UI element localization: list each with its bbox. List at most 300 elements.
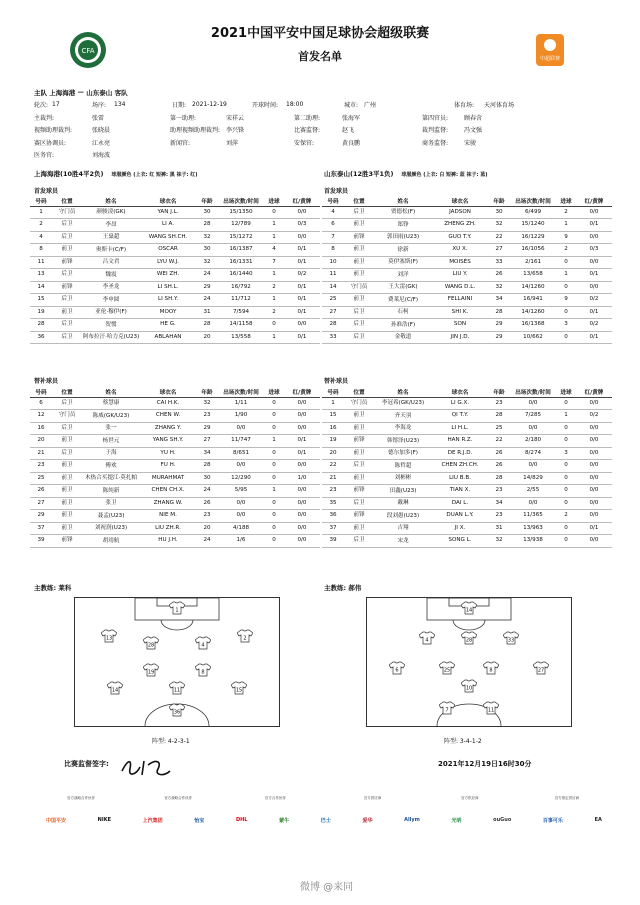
away-team-record: (12胜3平1负) (350, 170, 394, 178)
table-cell: 0/1 (284, 294, 320, 307)
table-cell: 0/1 (284, 306, 320, 319)
table-cell: CHEN ZH.CH. (432, 460, 488, 473)
table-cell: 后卫 (344, 460, 374, 473)
table-cell: 0/0 (284, 231, 320, 244)
table-cell: 0/0 (284, 397, 320, 410)
table-cell: 9 (556, 294, 576, 307)
table-cell: 32 (196, 256, 218, 269)
fourth-value: 顾春含 (464, 114, 483, 122)
table-cell: 吕文君 (82, 256, 140, 269)
player-jersey-icon (483, 661, 499, 675)
table-cell: 后卫 (344, 535, 374, 548)
table-cell: 2/180 (510, 435, 556, 448)
table-cell: 2/55 (510, 485, 556, 498)
svg-text:25: 25 (443, 667, 451, 674)
svg-text:10: 10 (465, 685, 473, 692)
sponsor-heading: 官方指定供应商 (554, 796, 580, 800)
table-row (30, 472, 320, 485)
referee-value: 张雷 (92, 114, 105, 122)
table-cell: 0 (264, 397, 284, 410)
table-row (322, 206, 612, 219)
home-starters-heading: 首发球员 (34, 188, 59, 195)
table-cell: 0 (264, 497, 284, 510)
table-cell: 0/0 (284, 422, 320, 435)
table-cell: 0/0 (576, 460, 612, 473)
table-cell: JI X. (432, 522, 488, 535)
table-row (322, 447, 612, 460)
table-cell: MURAHMAT (140, 472, 196, 485)
table-cell: 31 (488, 522, 510, 535)
table-cell: 0 (556, 435, 576, 448)
column-header: 号码 (30, 388, 52, 397)
table-cell: 7/594 (218, 306, 264, 319)
player-jersey-icon (169, 703, 185, 717)
table-cell: 齐天羽 (374, 410, 432, 423)
table-cell: 32 (196, 231, 218, 244)
table-cell: 0/2 (576, 294, 612, 307)
stadium-label: 体育场: (454, 102, 475, 110)
table-row (322, 435, 612, 448)
table-cell: 戴琳 (374, 497, 432, 510)
table-cell: 0 (264, 535, 284, 548)
table-cell: 0/1 (284, 435, 320, 448)
table-cell: 29 (30, 510, 52, 523)
table-cell: 0/3 (576, 244, 612, 257)
away-formation-pitch (366, 597, 572, 727)
column-header: 红/黄牌 (576, 197, 612, 206)
table-cell: 39 (322, 535, 344, 548)
table-cell: 前卫 (344, 219, 374, 232)
sponsor-logo: 怡宝 (194, 817, 205, 824)
table-cell: 0/0 (510, 497, 556, 510)
sponsor-logo: 爱华 (362, 817, 373, 824)
table-cell: 16/1440 (218, 269, 264, 282)
table-cell: 24 (196, 485, 218, 498)
table-cell: 0/1 (284, 331, 320, 344)
table-cell: 23 (488, 485, 510, 498)
table-cell: 0/2 (576, 410, 612, 423)
table-cell: 前锋 (344, 435, 374, 448)
table-cell: 30 (196, 472, 218, 485)
table-cell: 30 (488, 206, 510, 219)
table-cell: 0/1 (284, 244, 320, 257)
security-label: 安保官: (294, 139, 315, 147)
table-cell: 0/1 (576, 306, 612, 319)
table-cell: 32 (488, 281, 510, 294)
table-cell: 0/0 (284, 410, 320, 423)
table-cell: 孙准浩(F) (374, 319, 432, 332)
table-row (322, 306, 612, 319)
table-row (30, 422, 320, 435)
table-cell: 0/0 (576, 281, 612, 294)
table-cell: LI H.L. (432, 422, 488, 435)
table-row (30, 331, 320, 344)
column-header: 出场次数/时间 (218, 197, 264, 206)
table-cell: 0/0 (576, 485, 612, 498)
table-cell: FU H. (140, 460, 196, 473)
table-cell: 李昂 (82, 219, 140, 232)
table-row (30, 410, 320, 423)
table-cell: 0/3 (284, 219, 320, 232)
table-cell: 11 (322, 269, 344, 282)
table-cell: 后卫 (52, 219, 82, 232)
table-cell: LI G.X. (432, 397, 488, 410)
table-row (322, 522, 612, 535)
table-cell: 24 (196, 294, 218, 307)
player-jersey-icon (483, 701, 499, 715)
table-cell: 0/1 (576, 269, 612, 282)
table-cell: SHI K. (432, 306, 488, 319)
table-cell: 28 (488, 472, 510, 485)
table-cell: 12 (30, 410, 52, 423)
table-row (30, 231, 320, 244)
avar-value: 李兴锋 (226, 127, 245, 135)
table-cell: 16/1368 (510, 319, 556, 332)
table-cell: SONG L. (432, 535, 488, 548)
player-jersey-icon (169, 601, 185, 615)
table-cell: 13/938 (510, 535, 556, 548)
table-cell: 11/747 (218, 435, 264, 448)
table-cell: LYU W.J. (140, 256, 196, 269)
medical-value: 刘海波 (92, 152, 111, 160)
sponsor-logo: 中国平安 (46, 817, 67, 824)
away-formation-label: 阵型: 3-4-1-2 (444, 738, 482, 745)
table-row (322, 510, 612, 523)
table-cell: 26 (196, 497, 218, 510)
table-cell: 7/285 (510, 410, 556, 423)
table-cell: 0/0 (284, 319, 320, 332)
table-cell: 14/829 (510, 472, 556, 485)
table-cell: 木热合买提江·莫扎帕 (82, 472, 140, 485)
table-cell: 0/0 (284, 497, 320, 510)
column-header: 号码 (322, 197, 344, 206)
column-header: 位置 (344, 388, 374, 397)
vs-separator: — (77, 88, 85, 97)
table-cell: 前卫 (52, 472, 82, 485)
table-row (30, 244, 320, 257)
table-cell: 后卫 (52, 319, 82, 332)
table-cell: YANG SH.Y. (140, 435, 196, 448)
table-cell: 28 (322, 319, 344, 332)
page-subtitle: 首发名单 (298, 50, 342, 63)
page-title: 2021中国平安中国足球协会超级联赛 (210, 26, 430, 41)
table-row (322, 219, 612, 232)
table-cell: 0 (264, 510, 284, 523)
table-cell: 12/290 (218, 472, 264, 485)
table-cell: 19 (30, 306, 52, 319)
table-row (30, 435, 320, 448)
table-cell: 蔡慧康 (82, 397, 140, 410)
home-team-header (34, 169, 198, 178)
svg-text:36: 36 (173, 709, 181, 716)
table-cell: CHEN W. (140, 410, 196, 423)
table-row (30, 256, 320, 269)
table-cell: MOISÉS (432, 256, 488, 269)
table-cell: 15/1272 (218, 231, 264, 244)
svg-text:27: 27 (537, 667, 545, 674)
table-cell: 1 (322, 397, 344, 410)
weibo-watermark: 微博 @来同 (300, 882, 354, 893)
table-cell: HU J.H. (140, 535, 196, 548)
table-cell: 24 (196, 535, 218, 548)
table-cell: 24 (196, 269, 218, 282)
table-cell: 2 (556, 510, 576, 523)
round-label: 轮次: (34, 102, 49, 110)
ar2-value: 张海军 (342, 114, 361, 122)
venue-coord-label: 赛区协调员: (34, 139, 67, 147)
sponsor-heading: 官方供应商 (363, 796, 382, 800)
table-cell: 守门员 (344, 281, 374, 294)
away-subs-table (322, 388, 612, 548)
table-cell: 16/941 (510, 294, 556, 307)
svg-text:11: 11 (487, 707, 495, 714)
column-header: 球衣名 (140, 197, 196, 206)
table-cell: 14 (322, 281, 344, 294)
table-cell: 前卫 (344, 522, 374, 535)
table-cell: 前卫 (52, 460, 82, 473)
column-header: 年龄 (196, 388, 218, 397)
city-value: 广州 (364, 102, 377, 110)
table-cell: 4 (30, 231, 52, 244)
player-jersey-icon (389, 661, 405, 675)
table-cell: 后卫 (344, 206, 374, 219)
table-cell: 0 (556, 281, 576, 294)
table-cell: 27 (322, 306, 344, 319)
svg-text:7: 7 (445, 707, 449, 714)
fourth-label: 第四官员: (422, 114, 449, 122)
column-header: 进球 (264, 388, 284, 397)
table-cell: 7 (322, 231, 344, 244)
table-cell: 20 (30, 435, 52, 448)
away-coach-name: 郝伟 (348, 584, 362, 592)
table-row (30, 447, 320, 460)
ar1-value: 宋祥云 (226, 114, 245, 122)
table-cell: 陈威(GK/U23) (82, 410, 140, 423)
table-cell: 8 (322, 244, 344, 257)
table-row (322, 497, 612, 510)
table-cell: 0/0 (576, 435, 612, 448)
table-cell: 13/963 (510, 522, 556, 535)
table-cell: 10 (322, 256, 344, 269)
table-cell: LI A. (140, 219, 196, 232)
table-cell: CHEN CH.X. (140, 485, 196, 498)
signature-label: 比赛监督签字: (64, 760, 109, 768)
supervisor-signature (118, 755, 178, 781)
table-cell: 吉翔 (374, 522, 432, 535)
table-cell: 28 (488, 306, 510, 319)
table-cell: 前锋 (52, 535, 82, 548)
table-cell: HAN R.Z. (432, 435, 488, 448)
table-cell: 0/0 (284, 522, 320, 535)
table-cell: 0/0 (284, 535, 320, 548)
column-header: 年龄 (488, 388, 510, 397)
table-row (30, 306, 320, 319)
table-cell: SON (432, 319, 488, 332)
table-cell: 前卫 (344, 256, 374, 269)
table-cell: 19 (322, 435, 344, 448)
city-label: 城市: (344, 102, 359, 110)
table-cell: 2/161 (510, 256, 556, 269)
table-cell: 26 (488, 269, 510, 282)
sponsor-logo: NIKE (97, 817, 111, 823)
table-cell: 26 (488, 460, 510, 473)
table-cell: 2 (264, 281, 284, 294)
column-header: 位置 (344, 197, 374, 206)
table-cell: 11/712 (218, 294, 264, 307)
table-cell: TIAN X. (432, 485, 488, 498)
table-cell: 11 (30, 256, 52, 269)
table-cell: 37 (30, 522, 52, 535)
table-cell: 20 (196, 331, 218, 344)
table-cell: 李海龙 (374, 422, 432, 435)
table-cell: 23 (196, 510, 218, 523)
venue-coord-value: 江永亮 (92, 139, 111, 147)
svg-text:8: 8 (489, 667, 493, 674)
table-cell: 守门员 (52, 410, 82, 423)
table-row (30, 497, 320, 510)
table-cell: 王燊超 (82, 231, 140, 244)
table-cell: 7 (264, 256, 284, 269)
table-cell: OSCAR (140, 244, 196, 257)
away-coach (324, 583, 361, 592)
table-cell: 33 (322, 331, 344, 344)
table-cell: 22 (322, 460, 344, 473)
table-cell: 39 (30, 535, 52, 548)
table-cell: 16/1056 (510, 244, 556, 257)
table-cell: 1 (264, 231, 284, 244)
table-cell: 守门员 (52, 206, 82, 219)
home-subs-table (30, 388, 320, 548)
table-cell: 0 (264, 522, 284, 535)
table-cell: 14 (30, 281, 52, 294)
table-row (322, 422, 612, 435)
table-cell: 27 (488, 244, 510, 257)
table-cell: 守门员 (344, 397, 374, 410)
svg-text:中超联赛: 中超联赛 (539, 56, 561, 62)
away-kit-colors: 球服颜色 (上衣: 白 短裤: 蓝 袜子: 蓝) (401, 172, 488, 178)
table-cell: 阿布拉汗·哈力克(U23) (82, 331, 140, 344)
table-cell: 25 (30, 472, 52, 485)
table-cell: LIU Y. (432, 269, 488, 282)
table-cell: 0/0 (576, 497, 612, 510)
table-cell: 13 (30, 269, 52, 282)
player-jersey-icon (143, 636, 159, 650)
table-cell: 0 (556, 306, 576, 319)
table-cell: 前锋 (344, 231, 374, 244)
away-coach-label: 主教练: (324, 584, 347, 592)
table-cell: 6/499 (510, 206, 556, 219)
table-cell: 颜骏凌(GK) (82, 206, 140, 219)
player-jersey-icon (107, 681, 123, 695)
home-team-record: (10胜4平2负) (60, 170, 104, 178)
player-jersey-icon (195, 663, 211, 677)
table-cell: 32 (488, 535, 510, 548)
table-cell: 后卫 (52, 397, 82, 410)
sponsor-headings (46, 796, 602, 801)
table-cell: 金敬道 (374, 331, 432, 344)
table-cell: 15/1350 (218, 206, 264, 219)
table-cell: 2 (556, 206, 576, 219)
table-cell: 前锋 (52, 281, 82, 294)
svg-text:28: 28 (465, 637, 473, 644)
table-cell: 0/1 (284, 256, 320, 269)
table-row (322, 397, 612, 410)
table-cell: 34 (196, 447, 218, 460)
table-cell: 8 (30, 244, 52, 257)
table-row (30, 522, 320, 535)
table-cell: 1 (264, 269, 284, 282)
table-cell: 1 (264, 294, 284, 307)
supervisor-value: 赵飞 (342, 127, 355, 135)
home-team-name: 上海海港 (34, 170, 60, 178)
table-cell: 1/90 (218, 410, 264, 423)
away-team-header (324, 169, 488, 178)
table-cell: 29 (196, 281, 218, 294)
table-cell: 0 (264, 319, 284, 332)
svg-text:8: 8 (201, 669, 205, 676)
svg-text:CFA: CFA (81, 47, 95, 55)
match-value: 134 (114, 101, 126, 109)
svg-text:15: 15 (235, 687, 243, 694)
column-header: 球衣名 (432, 388, 488, 397)
table-cell: 前卫 (344, 447, 374, 460)
table-cell: 28 (196, 460, 218, 473)
table-cell: 后卫 (52, 269, 82, 282)
table-cell: 29 (196, 422, 218, 435)
sponsor-logos (46, 806, 602, 834)
player-jersey-icon (461, 679, 477, 693)
table-cell: 杨世元 (82, 435, 140, 448)
table-cell: 0 (264, 472, 284, 485)
medical-label: 医务官: (34, 152, 55, 160)
table-cell: 25 (322, 294, 344, 307)
table-cell: 14/1260 (510, 281, 556, 294)
column-header: 号码 (30, 197, 52, 206)
table-cell: 0/0 (576, 422, 612, 435)
table-cell: QI T.Y. (432, 410, 488, 423)
table-cell: 26 (30, 485, 52, 498)
table-cell: 0 (556, 535, 576, 548)
sponsor-logo: 百事可乐 (542, 817, 563, 824)
table-row (30, 206, 320, 219)
table-cell: 后卫 (52, 231, 82, 244)
table-cell: 37 (322, 522, 344, 535)
table-cell: 0 (264, 447, 284, 460)
table-cell: 15/1240 (510, 219, 556, 232)
table-cell: 4/188 (218, 522, 264, 535)
table-cell: 前卫 (52, 306, 82, 319)
away-subs-heading: 替补球员 (324, 378, 349, 385)
home-coach-name: 莱科 (58, 584, 72, 592)
table-cell: 0/0 (576, 510, 612, 523)
table-row (30, 397, 320, 410)
svg-text:14: 14 (465, 607, 473, 614)
table-cell: 13/558 (218, 331, 264, 344)
table-cell: 23 (196, 410, 218, 423)
table-cell: 于海 (82, 447, 140, 460)
table-cell: 31 (196, 306, 218, 319)
var-label: 视频助理裁判: (34, 127, 73, 135)
table-cell: MOOY (140, 306, 196, 319)
table-cell: DE R.J.D. (432, 447, 488, 460)
table-cell: 李申圆 (82, 294, 140, 307)
table-cell: 韩镕泽(U23) (374, 435, 432, 448)
table-cell: 29 (488, 331, 510, 344)
table-cell: 1/11 (218, 397, 264, 410)
column-header: 红/黄牌 (284, 197, 320, 206)
table-cell: 1 (264, 219, 284, 232)
table-cell: 0 (556, 485, 576, 498)
